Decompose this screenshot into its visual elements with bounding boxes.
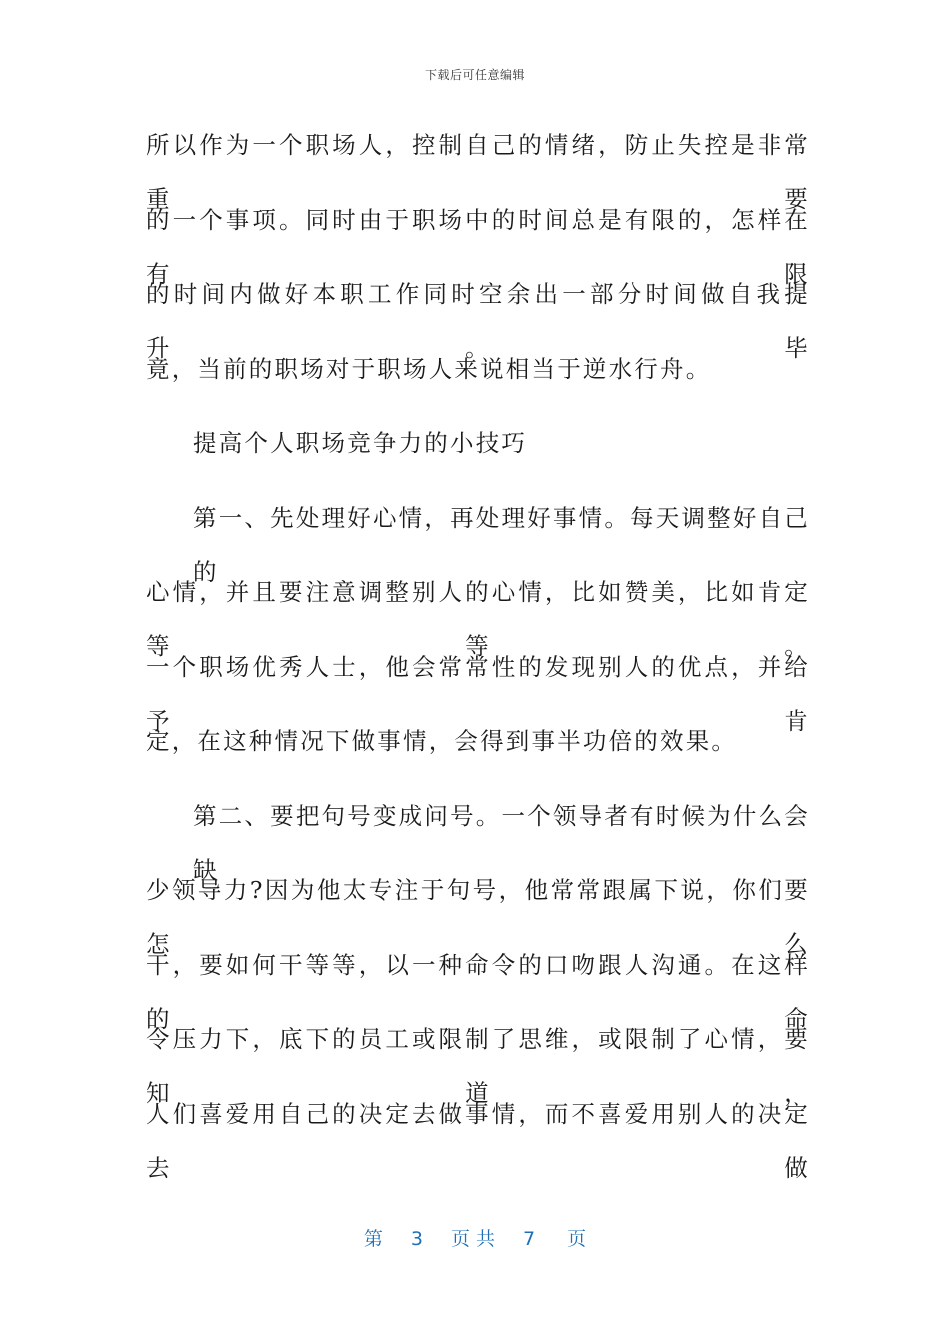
- text-line: 的一个事项。同时由于职场中的时间总是有限的，怎样在有限: [146, 205, 810, 288]
- header-note: 下载后可任意编辑: [424, 68, 525, 82]
- text-line: 少领导力?因为他太专注于句号，他常常跟属下说，你们要怎么: [146, 876, 810, 958]
- text-line: 第二、要把句号变成问号。一个领导者有时候为什么会缺: [193, 801, 810, 884]
- footer-label-of: 页 共: [450, 1228, 496, 1250]
- document-body: [146, 118, 810, 1182]
- total-page-number: 7: [523, 1228, 536, 1250]
- text-line: 第一、先处理好心情，再处理好事情。每天调整好自己的: [193, 503, 810, 586]
- section-heading: 提高个人职场竞争力的小技巧: [193, 429, 528, 457]
- text-line: 令压力下，底下的员工或限制了思维，或限制了心情，要知道，: [146, 1025, 810, 1107]
- text-line: 所以作为一个职场人，控制自己的情绪，防止失控是非常重要: [146, 131, 810, 213]
- text-line: 竟，当前的职场对于职场人来说相当于逆水行舟。: [146, 354, 712, 383]
- text-line: 心情，并且要注意调整别人的心情，比如赞美，比如肯定等等。: [146, 578, 810, 660]
- text-line: 一个职场优秀人士，他会常常性的发现别人的优点，并给予肯: [146, 652, 810, 735]
- footer-label-page: 第: [363, 1228, 383, 1250]
- current-page-number: 3: [410, 1228, 423, 1250]
- text-line: 干，要如何干等等，以一种命令的口吻跟人沟通。在这样的命: [146, 950, 810, 1033]
- text-line: 人们喜爱用自己的决定去做事情，而不喜爱用别人的决定去做: [146, 1099, 810, 1182]
- page-footer: [0, 1224, 950, 1251]
- text-line: 的时间内做好本职工作同时空余出一部分时间做自我提升。毕: [146, 280, 810, 362]
- text-line: 定，在这种情况下做事情，会得到事半功倍的效果。: [146, 727, 738, 755]
- footer-label-end: 页: [567, 1228, 587, 1250]
